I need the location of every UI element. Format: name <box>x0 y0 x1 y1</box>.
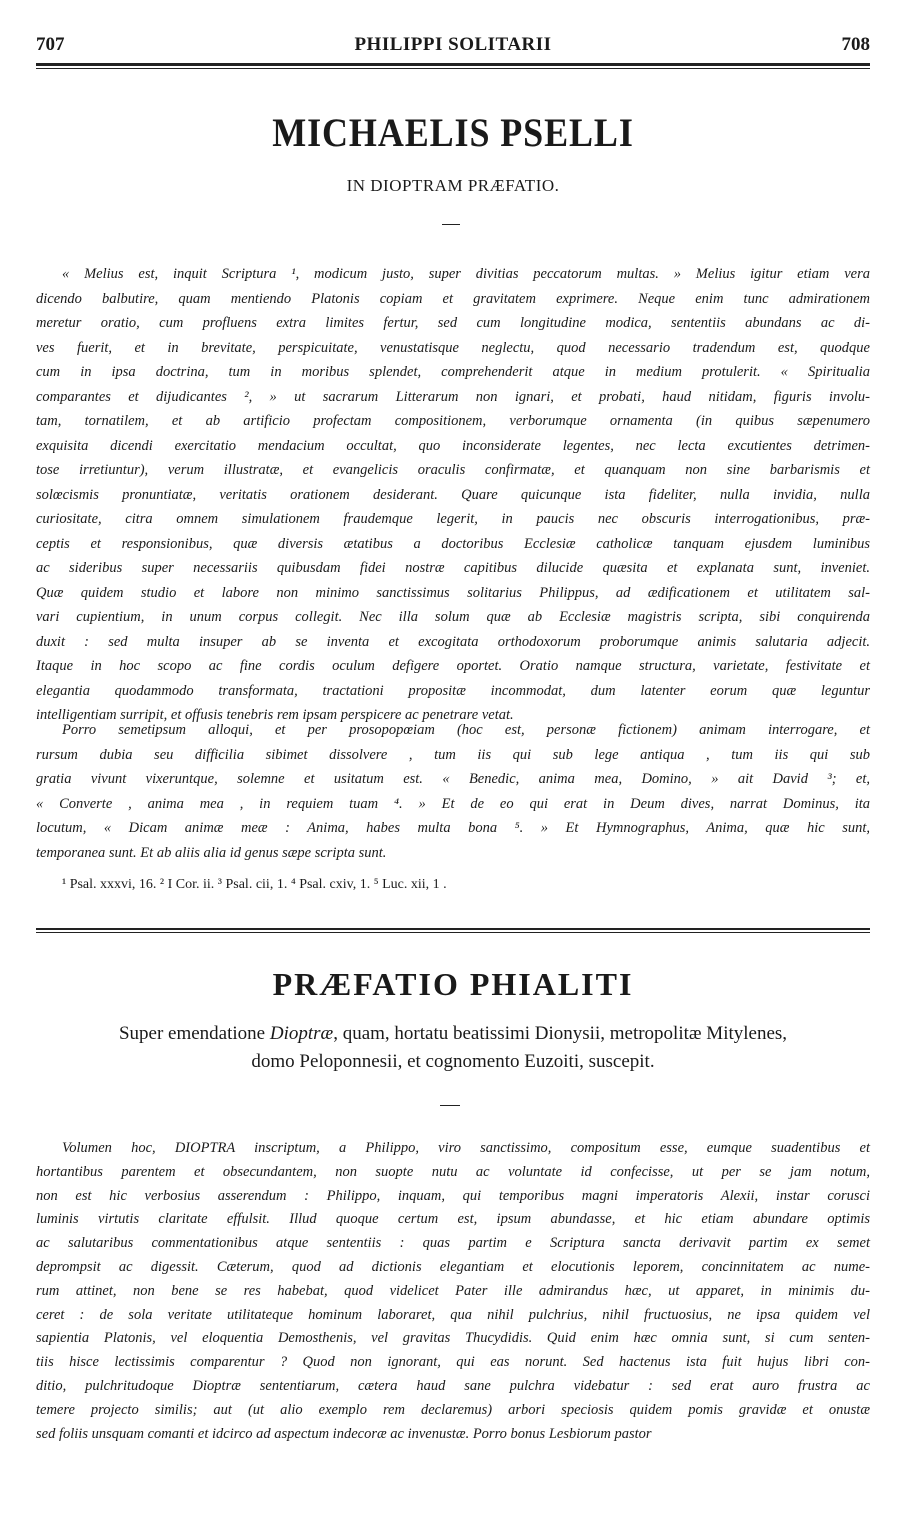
text-line: rum attinet, non bene se res habebat, quod videlicet Pater ille admirandus hæc, ut apparet, in minimis du- <box>36 1282 870 1299</box>
text-line: Itaque in hoc scopo ac fine cordis oculum defigere oportet. Oratio namque structura, varietate, festivitate et <box>36 658 870 674</box>
text-line: temere projecto similis; aut (ut alio exemplo rem declaremus) arbori speciosis quidem pomis gravidæ et onustæ <box>36 1401 870 1418</box>
text-line: Quæ quidem studio et labore non minimo sanctissimus solitarius Philippus, ad ædificationem et utilitatem sal- <box>36 584 870 601</box>
text-line: duxit : sed multa insuper ab se inventa et excogitata orthodoxorum proborumque animis salutaria adjecit. <box>36 633 870 650</box>
page-number-right: 708 <box>841 34 870 55</box>
text-line: comparantes et dijudicantes ², » ut sacrarum Litterarum non ignari, et probati, haud nitidam, figuris involu- <box>36 388 870 405</box>
text-line: sapientia Platonis, vel eloquentia Demosthenis, vel gravitas Thucydidis. Quid enim hæc omnia sunt, si cum senten- <box>36 1330 870 1347</box>
page-number-left: 707 <box>36 34 65 55</box>
section-separator-rule <box>36 928 870 933</box>
text-line: intelligentiam surripit, et offusis tenebris rem ipsam perspicere ac penetrare vetat. <box>36 707 514 723</box>
footnotes: ¹ Psal. xxxvi, 16. ² I Cor. ii. ³ Psal. cii, 1. ⁴ Psal. cxiv, 1. ⁵ Luc. xii, 1 . <box>62 877 447 892</box>
phialiti-paragraph-1 <box>36 1137 870 1446</box>
text-line: tiis hisce lectissimis comparentur ? Quod non ignorant, qui eas norunt. Sed hactenus ista fuit hujus libri con- <box>36 1354 870 1371</box>
text-line: Porro semetipsum alloqui, et per prosopopœiam (hoc est, personæ fictionem) animam interrogare, et <box>62 722 870 738</box>
text-line: rursum dubia seu difficilia sibimet dissolvere , tum iis qui sub lege antiqua , tum iis qui sub <box>36 746 870 763</box>
running-header <box>36 34 870 58</box>
text-line: tose irretiuntur), verum illustratæ, et evangelicis oraculis confirmatæ, et quanquam non sine barbarismis et <box>36 462 870 478</box>
pselli-paragraph-1 <box>36 262 870 728</box>
text-line: curiositate, citra omnem simulationem fraudemque legerit, in paucis nec obscuris interrogationibus, præ- <box>36 511 870 527</box>
text-line: ceptis et responsionibus, quæ diversis ætatibus a doctoribus Ecclesiæ catholicæ tanquam ejusdem luminibus <box>36 535 870 552</box>
text-line: elegantia quodammodo transformata, tractationi propositæ incommodat, dum latenter eorum quæ leguntur <box>36 682 870 699</box>
text-line: « Melius est, inquit Scriptura ¹, modicum justo, super divitias peccatorum multas. » Melius igitur etiam vera <box>62 266 870 282</box>
header-rule <box>36 63 870 69</box>
text-line: cum in ipsa doctrina, tum in moribus splendet, comprehenderit atque in medium protulerit. « Spiritualia <box>36 364 870 380</box>
text-line: « Converte , anima mea , in requiem tuam ⁴. » Et de eo qui erat in Deum dives, narrat Dominus, ita <box>36 795 870 812</box>
divider-dash-2 <box>440 1105 460 1106</box>
text-line: sed foliis unsquam comanti et idcirco ad aspectum indecoræ ac invenustæ. Porro bonus Lesbiorum pastor <box>36 1425 652 1442</box>
text-line: non est hic verbosius asserendum : Philippo, inquam, qui temporibus magni imperatoris Alexii, instar corusci <box>36 1187 870 1204</box>
text-line: gratia vivunt vixeruntque, solemne et usitatum est. « Benedic, anima mea, Domino, » ait David ³; et, <box>36 771 870 787</box>
text-line: Volumen hoc, DIOPTRA inscriptum, a Philippo, viro sanctissimo, compositum esse, eumque suadentibus et <box>62 1140 870 1156</box>
text-line: ac sideribus super necessariis quibusdam fidei nostræ capitibus dilucide quæsita et explanata sunt, inveniet. <box>36 560 870 576</box>
text-line: vari cupientium, in unum corpus collegit. Nec illa solum quæ ab Ecclesiæ magistris scripta, sibi conquirenda <box>36 609 870 625</box>
subtitle-line-1: Super emendatione Dioptræ, quam, hortatu beatissimi Dionysii, metropolitæ Mitylenes, <box>118 1023 788 1044</box>
section-title-pselli: MICHAELIS PSELLI <box>272 110 634 155</box>
text-line: dicendo balbutire, quam mentiendo Platonis copiam et gravitatem exprimere. Neque enim tunc admirationem <box>36 290 870 307</box>
text-line: exquisita dicendi exercitatio mendacium occultat, quo inconsiderate legentes, nec lecta excutientes detrimen- <box>36 437 870 454</box>
section-subtitle-pselli: IN DIOPTRAM PRÆFATIO. <box>346 176 560 195</box>
divider-dash <box>442 224 460 225</box>
text-line: locutum, « Dicam animæ meæ : Anima, habes multa bona ⁵. » Et Hymnographus, Anima, quæ hic sunt, <box>36 820 870 836</box>
running-title: PHILIPPI SOLITARII <box>354 34 552 55</box>
text-line: ac salutaribus commentationibus atque sententiis : quas partim e Scriptura sancta derivavit partim ex semet <box>36 1235 870 1252</box>
text-line: meretur oratio, cum profluens extra limites fertur, sed cum longitudine modica, sententiis abundans ac di- <box>36 315 870 331</box>
text-line: luminis virtutis claritate effulsit. Illud quoque certum est, ipsum abundasse, et hic etiam abundare optimis <box>36 1211 870 1228</box>
text-line: hortantibus parentem et obsecundantem, non suopte nutu ac voluntate id confecisse, ut per se jam notum, <box>36 1163 870 1180</box>
text-line: ves fuerit, et in brevitate, perspicuitate, venustatisque neglectu, quod necessario tradendum est, quodque <box>36 339 870 356</box>
text-line: solœcismis pronuntiatæ, veritatis orationem desiderant. Quare quicunque ista fideliter, nulla invidia, nulla <box>36 486 870 503</box>
text-line: temporanea sunt. Et ab aliis alia id genus sæpe scripta sunt. <box>36 844 387 861</box>
text-line: ditio, pulchritudoque Dioptræ sententiarum, cætera haud sane pulchra videbatur : sed erat auro frustra ac <box>36 1377 870 1394</box>
text-line: tam, tornatilem, et ab artificio profectam compositionem, verborumque ornamenta (in quibus sæpenumero <box>36 413 870 429</box>
text-line: ceret : de sola veritate utilitateque hominum laboraret, qua nihil pulchrius, nihil fructuosius, ne ipsa quidem vel <box>36 1306 870 1323</box>
subtitle-line-2: domo Peloponnesii, et cognomento Euzoiti, suscepit. <box>251 1051 655 1072</box>
text-line: deprompsit ac digessit. Cæterum, quod ad dictionis elegantiam et elocutionis leporem, concinnitatem ac nume- <box>36 1258 870 1275</box>
section-subtitle-phialiti <box>36 1020 870 1076</box>
pselli-paragraph-2 <box>36 718 870 865</box>
section-title-phialiti: PRÆFATIO PHIALITI <box>272 966 634 1002</box>
